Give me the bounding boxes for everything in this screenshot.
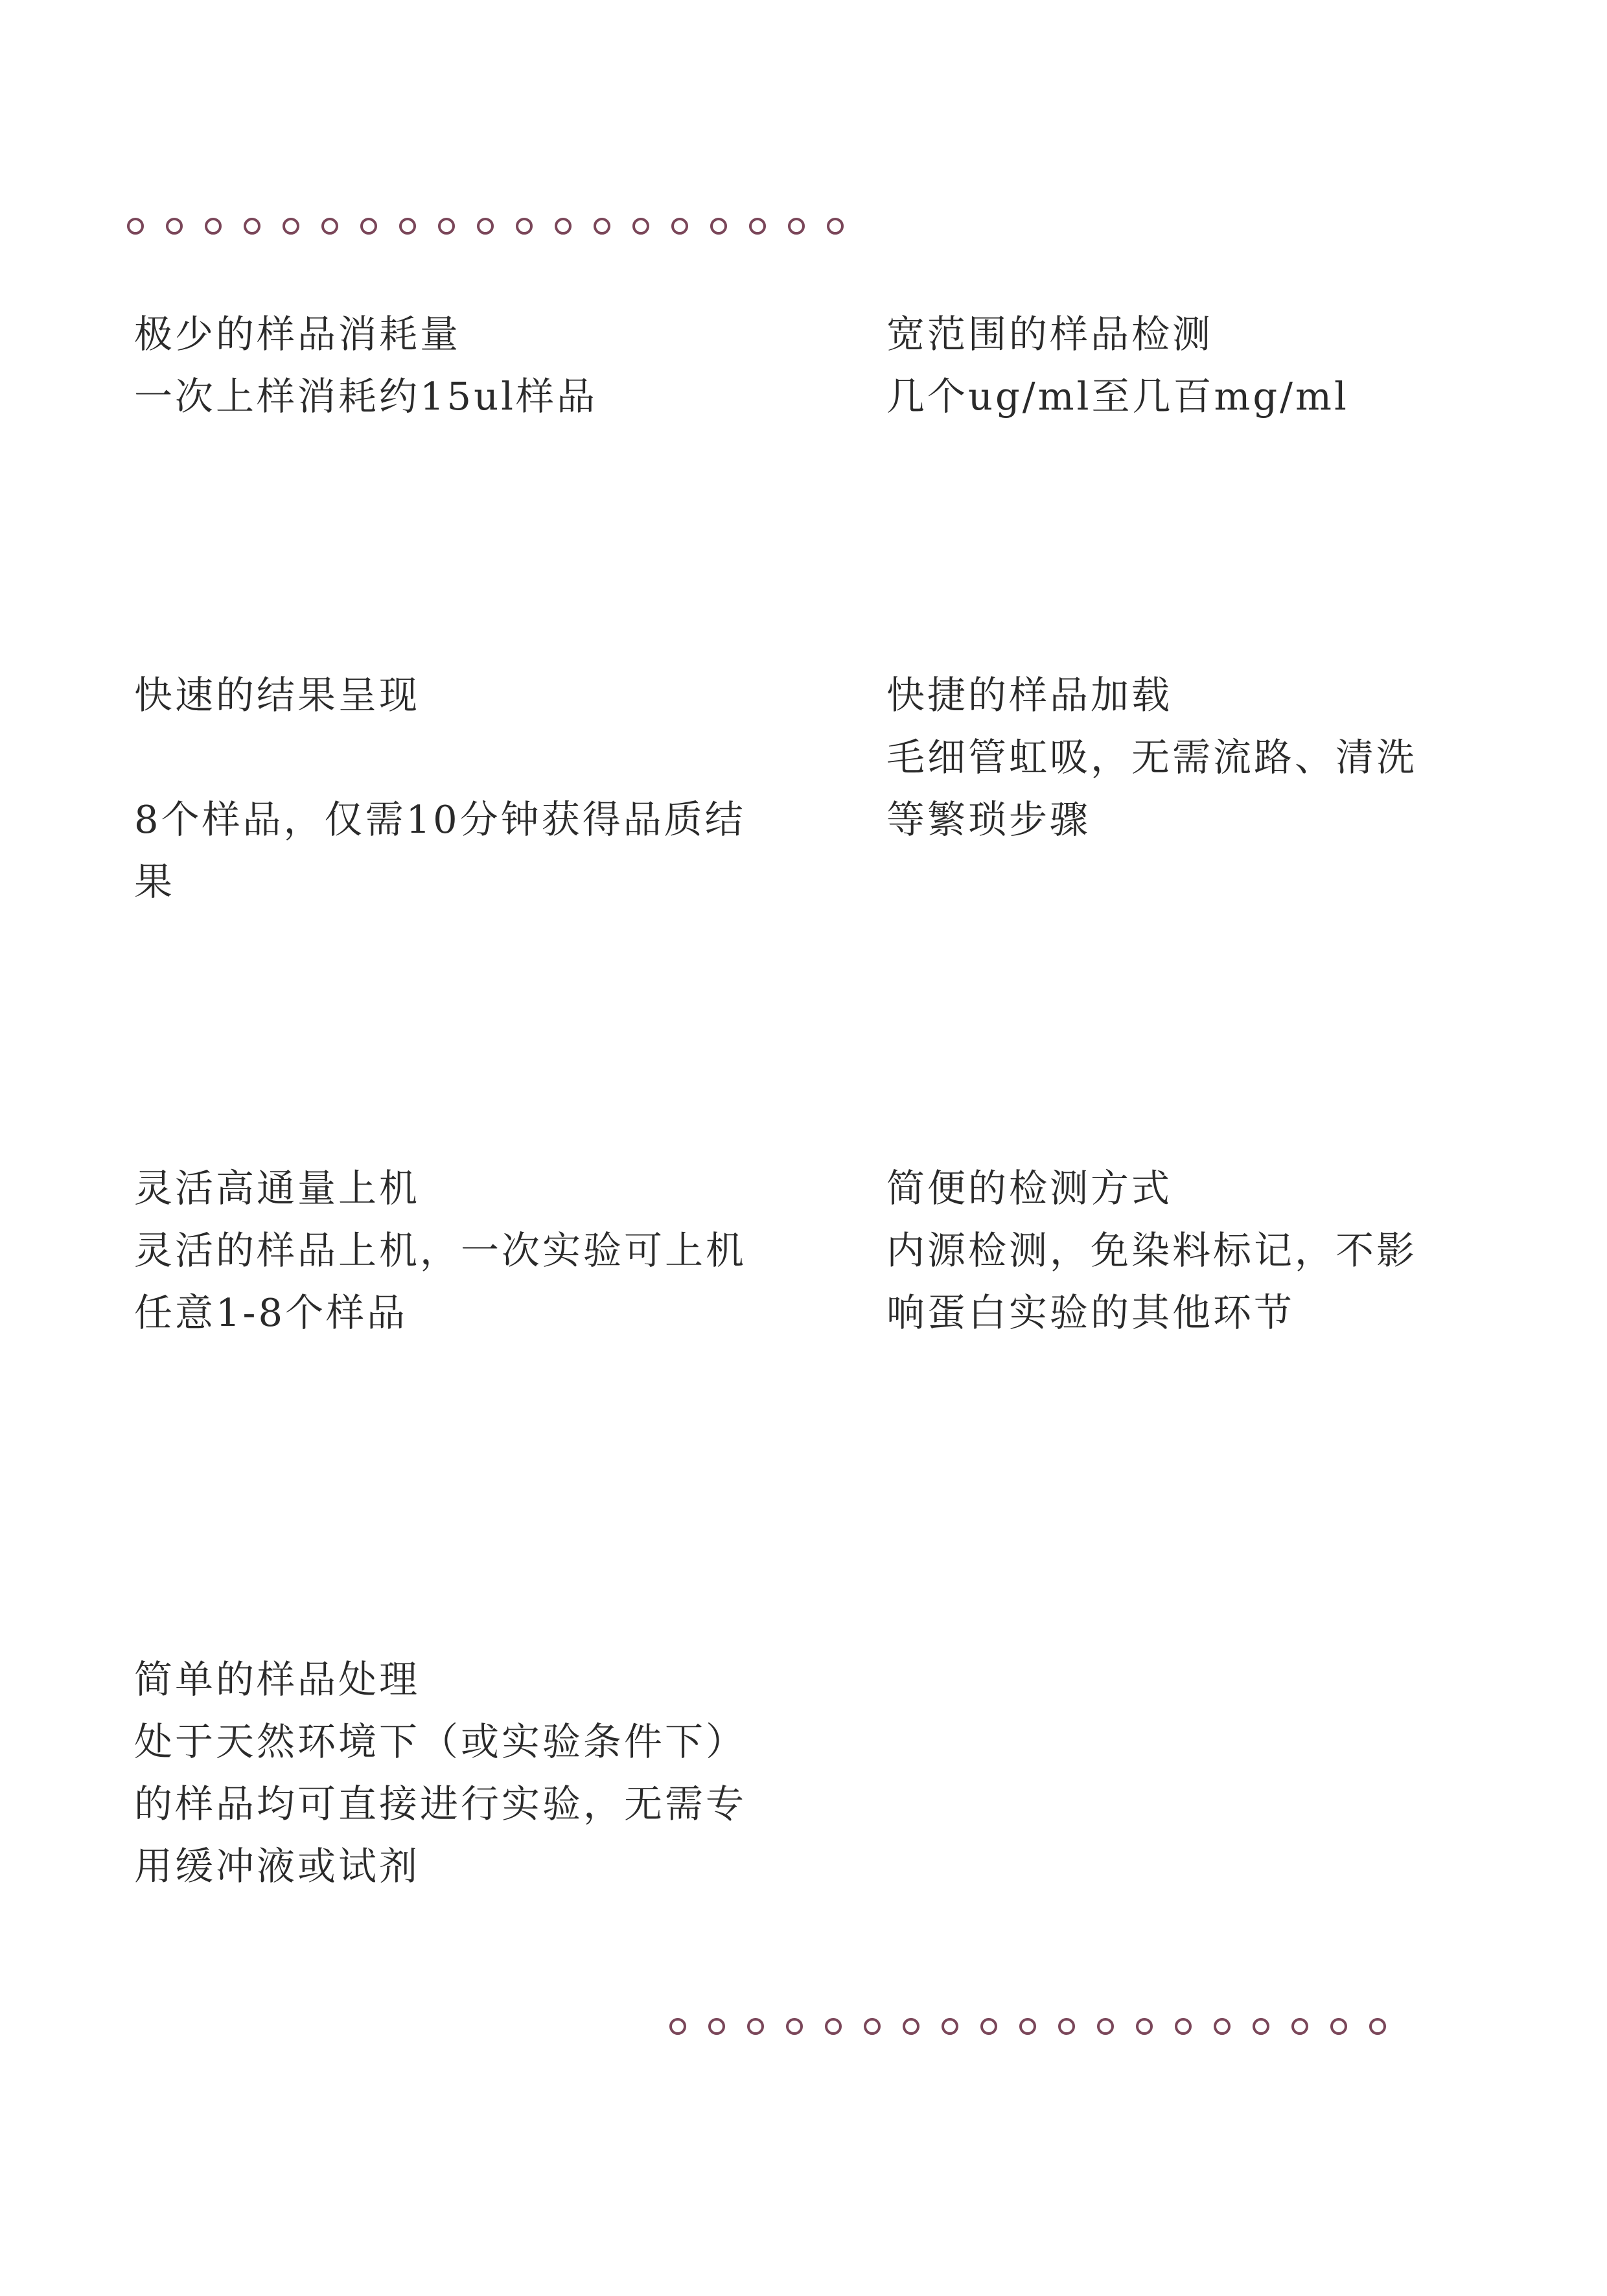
ring-dot-icon	[166, 218, 183, 235]
ring-dot-icon	[825, 2018, 842, 2035]
ring-dot-icon	[1097, 2018, 1114, 2035]
feature-description: 果	[134, 859, 176, 904]
ring-dot-icon	[438, 218, 455, 235]
ring-dot-icon	[1136, 2018, 1153, 2035]
ring-dot-icon	[1019, 2018, 1036, 2035]
ring-dot-icon	[749, 218, 766, 235]
feature-title: 快捷的样品加载	[886, 673, 1173, 717]
feature-description: 处于天然环境下（或实验条件下）	[134, 1719, 747, 1764]
ring-dot-icon	[980, 2018, 997, 2035]
ring-dot-icon	[1214, 2018, 1231, 2035]
ring-dot-icon	[942, 2018, 958, 2035]
bottom-dot-divider	[669, 2018, 1386, 2035]
ring-dot-icon	[708, 2018, 725, 2035]
feature-title: 简便的检测方式	[886, 1166, 1173, 1211]
feature-title: 简单的样品处理	[134, 1657, 421, 1702]
ring-dot-icon	[360, 218, 377, 235]
feature-title: 极少的样品消耗量	[134, 312, 461, 356]
ring-dot-icon	[747, 2018, 764, 2035]
feature-flexible-throughput	[134, 1157, 808, 1344]
ring-dot-icon	[632, 218, 649, 235]
feature-title: 快速的结果呈现	[134, 673, 421, 717]
ring-dot-icon	[786, 2018, 803, 2035]
feature-description: 任意1-8个样品	[134, 1290, 408, 1335]
ring-dot-icon	[1330, 2018, 1347, 2035]
ring-dot-icon	[1369, 2018, 1386, 2035]
feature-description: 一次上样消耗约15ul样品	[134, 374, 597, 419]
ring-dot-icon	[283, 218, 299, 235]
feature-simple-detection	[886, 1157, 1560, 1344]
ring-dot-icon	[827, 218, 844, 235]
ring-dot-icon	[516, 218, 533, 235]
feature-sample-consumption	[134, 303, 808, 428]
ring-dot-icon	[244, 218, 260, 235]
feature-description: 灵活的样品上机，一次实验可上机	[134, 1228, 747, 1273]
feature-detection-range	[886, 303, 1560, 428]
ring-dot-icon	[1291, 2018, 1308, 2035]
feature-description: 内源检测，免染料标记，不影	[886, 1228, 1418, 1273]
ring-dot-icon	[903, 2018, 919, 2035]
feature-description: 毛细管虹吸，无需流路、清洗	[886, 735, 1418, 780]
ring-dot-icon	[127, 218, 144, 235]
feature-title: 灵活高通量上机	[134, 1166, 421, 1211]
feature-description: 的样品均可直接进行实验，无需专	[134, 1781, 747, 1826]
ring-dot-icon	[1175, 2018, 1192, 2035]
feature-description: 8个样品，仅需10分钟获得品质结	[134, 797, 746, 842]
ring-dot-icon	[669, 2018, 686, 2035]
feature-title: 宽范围的样品检测	[886, 312, 1214, 356]
feature-description: 响蛋白实验的其他环节	[886, 1290, 1295, 1335]
feature-fast-results	[134, 664, 808, 913]
feature-simple-preparation	[134, 1649, 808, 1897]
ring-dot-icon	[671, 218, 688, 235]
ring-dot-icon	[1253, 2018, 1269, 2035]
feature-description: 几个ug/ml至几百mg/ml	[886, 374, 1349, 419]
ring-dot-icon	[205, 218, 222, 235]
top-dot-divider	[127, 218, 844, 235]
ring-dot-icon	[1058, 2018, 1075, 2035]
feature-description: 用缓冲液或试剂	[134, 1844, 421, 1888]
ring-dot-icon	[321, 218, 338, 235]
ring-dot-icon	[477, 218, 494, 235]
feature-quick-loading	[886, 664, 1560, 851]
ring-dot-icon	[864, 2018, 881, 2035]
ring-dot-icon	[710, 218, 727, 235]
feature-description: 等繁琐步骤	[886, 797, 1091, 842]
ring-dot-icon	[399, 218, 416, 235]
ring-dot-icon	[594, 218, 610, 235]
ring-dot-icon	[788, 218, 805, 235]
ring-dot-icon	[555, 218, 572, 235]
